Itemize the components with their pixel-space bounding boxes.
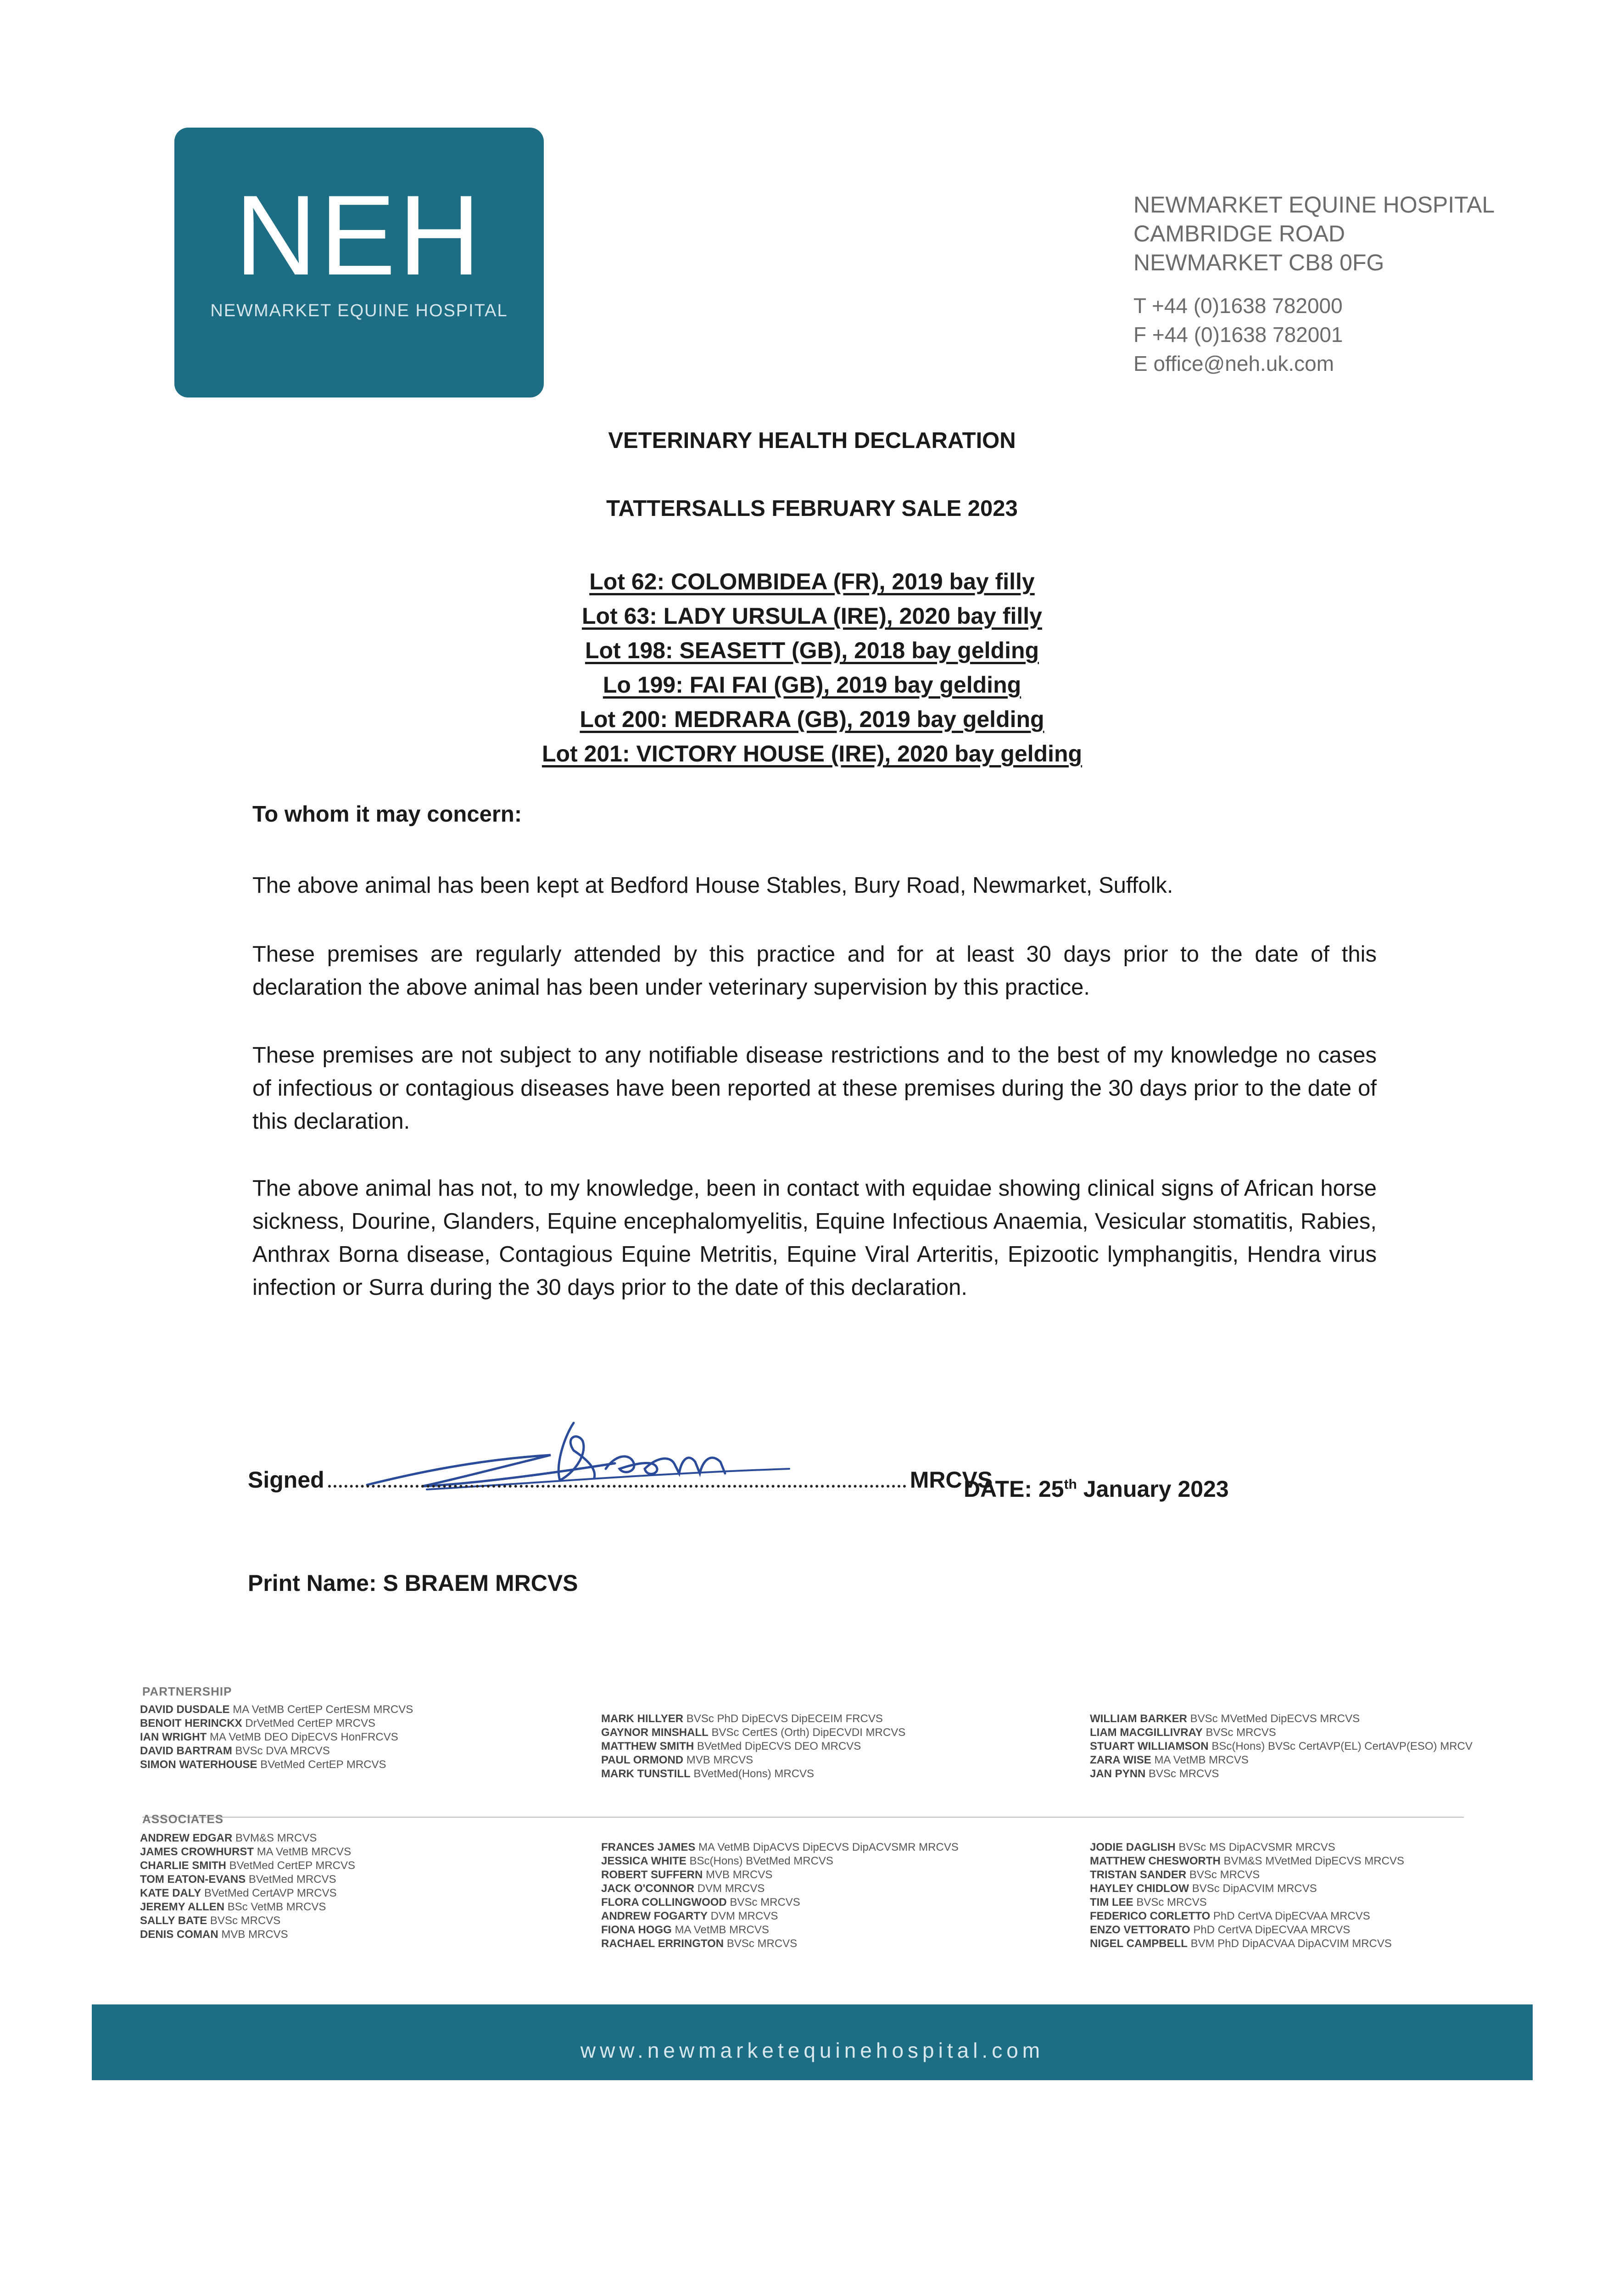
staff-member (140, 1859, 355, 1873)
staff-name: PAUL ORMOND (601, 1754, 684, 1766)
staff-qualifications: DVM MRCVS (697, 1882, 765, 1895)
staff-name: SALLY BATE (140, 1914, 207, 1927)
signed-label: Signed (248, 1467, 324, 1493)
salutation: To whom it may concern: (252, 802, 522, 827)
staff-name: FLORA COLLINGWOOD (601, 1896, 727, 1909)
staff-member (601, 1767, 905, 1781)
staff-member (1090, 1882, 1404, 1896)
declaration-date (964, 1476, 1229, 1502)
hospital-address (1133, 190, 1546, 277)
staff-member (1090, 1712, 1473, 1726)
staff-qualifications: BVSc PhD DipECVS DipECEIM FRCVS (686, 1713, 883, 1725)
staff-name: FIONA HOGG (601, 1924, 672, 1936)
paragraph-diseases: The above animal has not, to my knowledge, been in contact with equidae showing clinical signs of African horse sickness, Dourine, Glanders, Equine encephalomyelitis, Equine Infectious Anaemia, Vesicular stomatitis, Rabies, Anthrax Borna disease, Contagious Equine Metritis, Equine Viral Arteritis, Epizootic lymphangitis, Hendra virus infection or Surra during the 30 days prior to the date of this declaration. (252, 1176, 1377, 1300)
date-prefix: DATE: 25 (964, 1476, 1064, 1502)
staff-qualifications: MA VetMB MRCVS (1154, 1754, 1249, 1766)
date-suffix: January 2023 (1077, 1476, 1229, 1502)
logo-letters: NEH (234, 171, 484, 299)
staff-member (601, 1854, 959, 1868)
lot-item (0, 565, 1624, 599)
partnership-column (140, 1703, 413, 1772)
staff-member (601, 1726, 905, 1740)
lot-list (0, 565, 1624, 771)
staff-name: GAYNOR MINSHALL (601, 1726, 709, 1739)
associates-column (1090, 1841, 1404, 1951)
associates-heading: ASSOCIATES (142, 1812, 224, 1826)
staff-member (1090, 1753, 1473, 1767)
staff-name: MATTHEW SMITH (601, 1740, 694, 1752)
email-address: E office@neh.uk.com (1133, 352, 1334, 375)
associates-column (140, 1831, 355, 1942)
signature-dotted-line (328, 1467, 906, 1488)
fax-number: F +44 (0)1638 782001 (1133, 323, 1343, 347)
address-line: CAMBRIDGE ROAD (1133, 221, 1345, 246)
staff-member (140, 1744, 413, 1758)
staff-qualifications: MVB MRCVS (686, 1754, 753, 1766)
document-title: VETERINARY HEALTH DECLARATION (608, 428, 1016, 453)
staff-name: JAN PYNN (1090, 1768, 1146, 1780)
staff-member (1090, 1740, 1473, 1753)
staff-qualifications: BVSc MRCVS (210, 1914, 281, 1927)
staff-member (1090, 1937, 1404, 1951)
partnership-column (1090, 1712, 1473, 1781)
lot-text: Lo 199: FAI FAI (GB), 2019 bay gelding (603, 672, 1021, 698)
staff-name: ZARA WISE (1090, 1754, 1151, 1766)
staff-name: HAYLEY CHIDLOW (1090, 1882, 1189, 1895)
staff-name: TIM LEE (1090, 1896, 1133, 1909)
logo-subtitle: NEWMARKET EQUINE HOSPITAL (210, 301, 508, 320)
staff-name: DAVID BARTRAM (140, 1745, 232, 1757)
staff-qualifications: BVetMed DipECVS DEO MRCVS (697, 1740, 861, 1752)
staff-name: LIAM MACGILLIVRAY (1090, 1726, 1203, 1739)
staff-member (601, 1896, 959, 1909)
staff-name: DAVID DUSDALE (140, 1703, 230, 1716)
staff-qualifications: BVSc MRCVS (1136, 1896, 1207, 1909)
staff-name: FRANCES JAMES (601, 1841, 696, 1853)
staff-qualifications: BVetMed MRCVS (248, 1873, 336, 1886)
staff-qualifications: BVM&S MVetMed DipECVS MRCVS (1223, 1855, 1404, 1867)
lot-text: Lot 198: SEASETT (GB), 2018 bay gelding (585, 638, 1039, 663)
staff-qualifications: BVSc MRCVS (1189, 1869, 1260, 1881)
associates-column (601, 1841, 959, 1951)
staff-name: ENZO VETTORATO (1090, 1924, 1190, 1936)
staff-name: CHARLIE SMITH (140, 1859, 226, 1872)
staff-name: JAMES CROWHURST (140, 1846, 254, 1858)
staff-member (601, 1740, 905, 1753)
staff-member (1090, 1726, 1473, 1740)
staff-qualifications: BVSc MRCVS (726, 1937, 798, 1950)
lot-item (0, 668, 1624, 702)
lot-item (0, 702, 1624, 737)
staff-qualifications: DrVetMed CertEP MRCVS (245, 1717, 375, 1730)
staff-member (601, 1753, 905, 1767)
staff-member (1090, 1896, 1404, 1909)
staff-member (1090, 1868, 1404, 1882)
staff-member (601, 1923, 959, 1937)
staff-name: NIGEL CAMPBELL (1090, 1937, 1188, 1950)
staff-name: FEDERICO CORLETTO (1090, 1910, 1211, 1922)
staff-name: BENOIT HERINCKX (140, 1717, 242, 1730)
staff-qualifications: BVM PhD DipACVAA DipACVIM MRCVS (1190, 1937, 1392, 1950)
staff-member (1090, 1767, 1473, 1781)
staff-member (601, 1937, 959, 1951)
staff-member (1090, 1841, 1404, 1854)
staff-member (140, 1928, 355, 1942)
staff-name: MATTHEW CHESWORTH (1090, 1855, 1221, 1867)
phone-number: T +44 (0)1638 782000 (1133, 294, 1343, 318)
staff-name: ANDREW EDGAR (140, 1832, 233, 1844)
staff-member (140, 1845, 355, 1859)
staff-member (601, 1909, 959, 1923)
staff-member (140, 1831, 355, 1845)
staff-name: JACK O'CONNOR (601, 1882, 695, 1895)
staff-name: KATE DALY (140, 1887, 201, 1899)
staff-qualifications: PhD CertVA DipECVAA MRCVS (1193, 1924, 1351, 1936)
address-line: NEWMARKET CB8 0FG (1133, 250, 1384, 275)
staff-name: ANDREW FOGARTY (601, 1910, 708, 1922)
staff-qualifications: BVSc MRCVS (730, 1896, 800, 1909)
partnership-column (601, 1712, 905, 1781)
staff-member (1090, 1923, 1404, 1937)
staff-member (140, 1730, 413, 1744)
staff-name: MARK TUNSTILL (601, 1768, 691, 1780)
staff-qualifications: BVM&S MRCVS (235, 1832, 317, 1844)
staff-member (1090, 1909, 1404, 1923)
staff-qualifications: BVetMed CertAVP MRCVS (204, 1887, 337, 1899)
staff-name: SIMON WATERHOUSE (140, 1758, 257, 1771)
staff-qualifications: MA VetMB DipACVS DipECVS DipACVSMR MRCVS (698, 1841, 959, 1853)
paragraph-restrictions: These premises are not subject to any notifiable disease restrictions and to the best of my knowledge no cases of infectious or contagious diseases have been reported at these premises during the 30 days prior to the date of this declaration. (252, 1043, 1377, 1134)
staff-qualifications: MVB MRCVS (221, 1928, 288, 1941)
staff-qualifications: BSc(Hons) BVetMed MRCVS (689, 1855, 833, 1867)
staff-member (140, 1758, 413, 1772)
staff-qualifications: BVSc MRCVS (1149, 1768, 1219, 1780)
staff-qualifications: PhD CertVA DipECVAA MRCVS (1213, 1910, 1370, 1922)
print-name: Print Name: S BRAEM MRCVS (248, 1570, 578, 1596)
lot-item (0, 599, 1624, 633)
staff-qualifications: MA VetMB CertEP CertESM MRCVS (233, 1703, 413, 1716)
staff-name: TOM EATON-EVANS (140, 1873, 246, 1886)
staff-member (1090, 1854, 1404, 1868)
website-url: www.newmarketequinehospital.com (580, 2038, 1044, 2062)
staff-qualifications: BSc(Hons) BVSc CertAVP(EL) CertAVP(ESO) MRCV (1211, 1740, 1473, 1752)
staff-member (140, 1886, 355, 1900)
staff-qualifications: BVSc CertES (Orth) DipECVDI MRCVS (711, 1726, 906, 1739)
staff-member (601, 1712, 905, 1726)
staff-name: DENIS COMAN (140, 1928, 218, 1941)
partnership-heading: PARTNERSHIP (142, 1685, 232, 1698)
staff-name: JODIE DAGLISH (1090, 1841, 1176, 1853)
lot-item (0, 737, 1624, 771)
staff-qualifications: MA VetMB MRCVS (675, 1924, 769, 1936)
staff-qualifications: BVSc DVA MRCVS (235, 1745, 330, 1757)
signature-suffix: MRCVS (910, 1467, 993, 1493)
lot-text: Lot 201: VICTORY HOUSE (IRE), 2020 bay gelding (541, 741, 1083, 767)
staff-member (140, 1717, 413, 1730)
staff-name: WILLIAM BARKER (1090, 1713, 1187, 1725)
staff-name: STUART WILLIAMSON (1090, 1740, 1209, 1752)
contact-details (1133, 291, 1546, 378)
address-line: NEWMARKET EQUINE HOSPITAL (1133, 192, 1495, 218)
staff-name: MARK HILLYER (601, 1713, 684, 1725)
staff-member (140, 1873, 355, 1886)
staff-member (140, 1900, 355, 1914)
staff-qualifications: BVSc MS DipACVSMR MRCVS (1178, 1841, 1335, 1853)
staff-member (601, 1841, 959, 1854)
neh-logo (174, 128, 544, 397)
staff-qualifications: MA VetMB MRCVS (257, 1846, 352, 1858)
staff-name: JESSICA WHITE (601, 1855, 686, 1867)
staff-qualifications: BVetMed CertEP MRCVS (260, 1758, 386, 1771)
staff-qualifications: BSc VetMB MRCVS (227, 1901, 326, 1913)
paragraph-supervision: These premises are regularly attended by this practice and for at least 30 days prior to the date of this declaration the above animal has been under veterinary supervision by this practice. (252, 942, 1377, 1000)
lot-text: Lot 200: MEDRARA (GB), 2019 bay gelding (580, 706, 1044, 732)
staff-qualifications: BVSc MRCVS (1205, 1726, 1276, 1739)
staff-member (140, 1703, 413, 1717)
staff-qualifications: BVetMed CertEP MRCVS (229, 1859, 355, 1872)
staff-member (601, 1882, 959, 1896)
signature-line (248, 1467, 993, 1493)
staff-qualifications: BVSc DipACVIM MRCVS (1192, 1882, 1317, 1895)
lot-text: Lot 62: COLOMBIDEA (FR), 2019 bay filly (589, 569, 1035, 594)
staff-qualifications: MVB MRCVS (706, 1869, 773, 1881)
lot-item (0, 633, 1624, 668)
staff-name: ROBERT SUFFERN (601, 1869, 703, 1881)
staff-divider (142, 1817, 1464, 1818)
paragraph-premises: The above animal has been kept at Bedford House Stables, Bury Road, Newmarket, Suffolk. (252, 873, 1173, 898)
staff-name: RACHAEL ERRINGTON (601, 1937, 724, 1950)
staff-qualifications: MA VetMB DEO DipECVS HonFRCVS (209, 1731, 398, 1743)
staff-name: JEREMY ALLEN (140, 1901, 225, 1913)
staff-qualifications: BVSc MVetMed DipECVS MRCVS (1190, 1713, 1360, 1725)
lot-text: Lot 63: LADY URSULA (IRE), 2020 bay filly (582, 603, 1042, 629)
sale-title: TATTERSALLS FEBRUARY SALE 2023 (606, 496, 1018, 521)
staff-member (601, 1868, 959, 1882)
staff-qualifications: DVM MRCVS (710, 1910, 778, 1922)
date-ordinal: th (1064, 1477, 1077, 1492)
staff-name: IAN WRIGHT (140, 1731, 207, 1743)
staff-member (140, 1914, 355, 1928)
staff-name: TRISTAN SANDER (1090, 1869, 1187, 1881)
staff-qualifications: BVetMed(Hons) MRCVS (693, 1768, 815, 1780)
